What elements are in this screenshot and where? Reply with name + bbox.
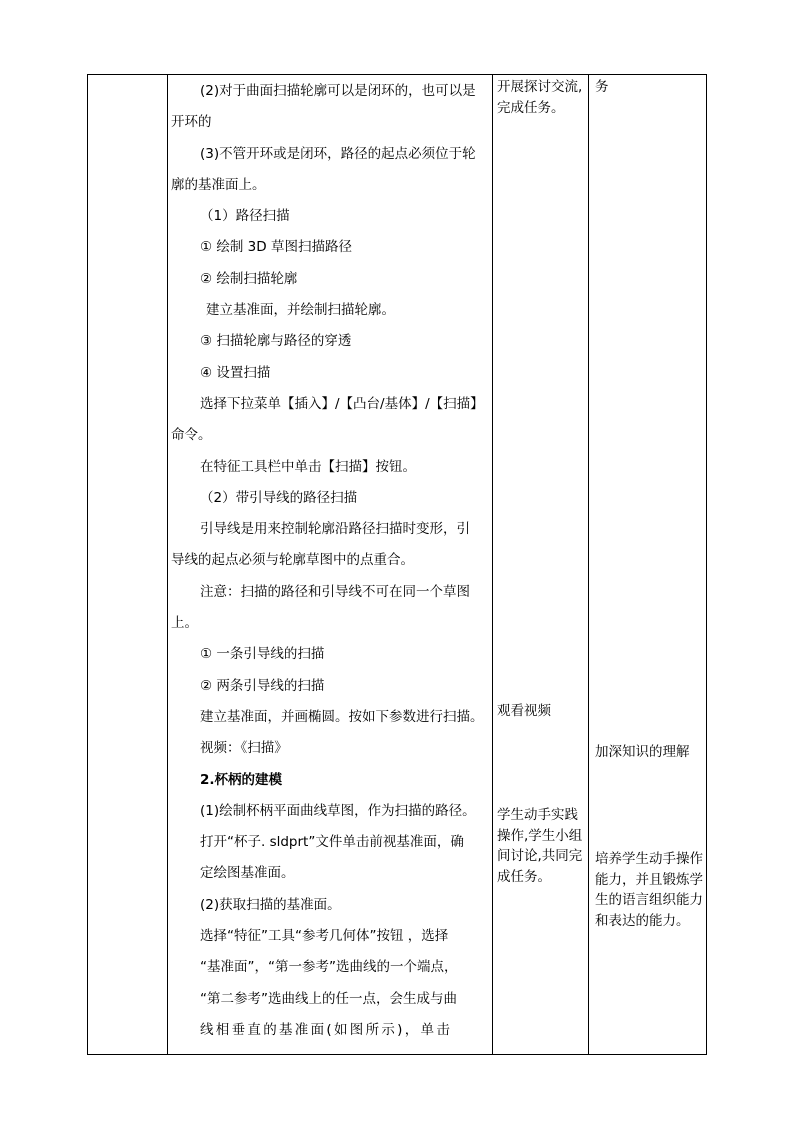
design-intent-1: 务	[595, 79, 609, 95]
content-line: 上。	[171, 615, 198, 632]
content-line: 在特征工具栏中单击【扫描】按钮。	[200, 458, 416, 475]
content-line: 注意：扫描的路径和引导线不可在同一个草图	[200, 583, 470, 600]
content-line: 打开“杯子. sldprt”文件单击前视基准面，确	[200, 834, 464, 851]
content-line: (2)获取扫描的基准面。	[200, 896, 341, 913]
content-line: ② 两条引导线的扫描	[200, 677, 325, 694]
table-border-top	[87, 74, 707, 75]
content-line: “第二参考”选曲线上的任一点，会生成与曲	[200, 990, 457, 1007]
content-line: 命令。	[171, 427, 212, 444]
table-divider-3	[588, 74, 589, 1055]
content-line: (1)绘制杯柄平面曲线草图，作为扫描的路径。	[200, 802, 476, 819]
content-line: 定绘图基准面。	[200, 865, 295, 882]
section-heading: 2.杯柄的建模	[200, 771, 283, 788]
table-border-right	[706, 74, 707, 1055]
design-intent-2: 加深知识的理解	[595, 744, 690, 760]
content-line: 引导线是用来控制轮廓沿路径扫描时变形，引	[200, 521, 470, 538]
table-divider-2	[492, 74, 493, 1055]
content-line: ③ 扫描轮廓与路径的穿透	[200, 333, 352, 350]
content-line: ① 一条引导线的扫描	[200, 646, 325, 663]
content-line: 开环的	[171, 114, 212, 131]
design-intent-3: 培养学生动手操作能力，并且锻炼学生的语言组织能力和表达的能力。	[595, 851, 703, 929]
table-border-left	[87, 74, 88, 1055]
content-line: （2）带引导线的路径扫描	[200, 489, 358, 506]
content-line: 选择下拉菜单【插入】/【凸台/基体】/【扫描】	[200, 395, 484, 412]
student-activity-3: 学生动手实践操作,学生小组间讨论,共同完成任务。	[497, 807, 583, 885]
table-divider-1	[167, 74, 168, 1055]
content-line: 选择“特征”工具“参考几何体”按钮 ，选择	[200, 928, 449, 945]
content-line: 廓的基准面上。	[171, 176, 266, 193]
content-line: ① 绘制 3D 草图扫描路径	[200, 239, 352, 256]
student-activity-1: 开展探讨交流,完成任务。	[497, 79, 583, 116]
content-line: (3)不管开环或是闭环，路径的起点必须位于轮	[200, 145, 476, 162]
content-line: ④ 设置扫描	[200, 364, 271, 381]
content-line: “基准面”，“第一参考”选曲线的一个端点，	[200, 959, 458, 976]
content-line: 导线的起点必须与轮廓草图中的点重合。	[171, 552, 414, 569]
content-line: （1）路径扫描	[200, 208, 290, 225]
content-line: ② 绘制扫描轮廓	[200, 270, 298, 287]
content-line: 线相垂直的基准面(如图所示)，单击	[200, 1021, 453, 1038]
student-activity-2: 观看视频	[497, 703, 551, 719]
table-border-bottom	[87, 1054, 707, 1055]
content-line: 建立基准面，并画椭圆。按如下参数进行扫描。	[200, 708, 484, 725]
content-line: 建立基准面，并绘制扫描轮廓。	[206, 302, 395, 319]
content-line: 视频：《扫描》	[200, 740, 288, 757]
content-line: (2)对于曲面扫描轮廓可以是闭环的，也可以是	[200, 83, 476, 99]
teaching-content-cell	[171, 76, 489, 1054]
